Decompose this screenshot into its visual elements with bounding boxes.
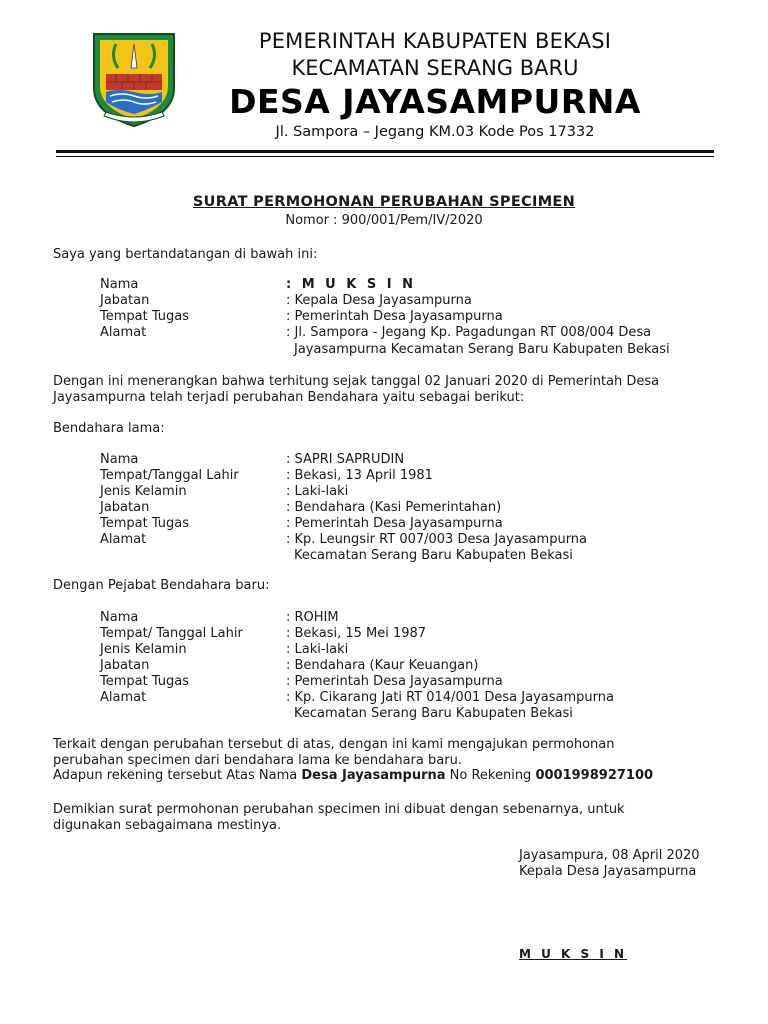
account-intro-text: Adapun rekening tersebut Atas Nama (53, 768, 302, 783)
old-gender-value: : Laki-laki (286, 484, 349, 499)
old-position-label: Jabatan (100, 500, 150, 515)
old-name-value: : SAPRI SAPRUDIN (286, 452, 405, 467)
government-name: PEMERINTAH KABUPATEN BEKASI (258, 29, 612, 53)
district-name: KECAMATAN SERANG BARU (291, 56, 579, 80)
signer-workplace-label: Tempat Tugas (100, 309, 190, 324)
new-birth-label: Tempat/ Tanggal Lahir (100, 626, 243, 641)
new-position-value: : Bendahara (Kaur Keuangan) (286, 658, 479, 673)
new-workplace-label: Tempat Tugas (100, 674, 190, 689)
closing-line-2: digunakan sebagaimana mestinya. (53, 818, 282, 833)
old-workplace-label: Tempat Tugas (100, 516, 190, 531)
signer-workplace-value: : Pemerintah Desa Jayasampurna (286, 309, 503, 324)
old-gender-label: Jenis Kelamin (100, 484, 187, 499)
old-address-label: Alamat (100, 532, 147, 547)
paragraph-1-line-1: Dengan ini menerangkan bahwa terhitung sejak tanggal 02 Januari 2020 di Pemerintah Desa (53, 374, 660, 389)
place-date: Jayasampura, 08 April 2020 (519, 848, 700, 863)
header-rule-thick (56, 150, 714, 153)
letter-number: Nomor : 900/001/Pem/IV/2020 (285, 213, 483, 228)
paragraph-2-line-3 (53, 768, 653, 784)
closing-line-1: Demikian surat permohonan perubahan specimen ini dibuat dengan sebenarnya, untuk (53, 802, 625, 817)
account-number: 0001998927100 (535, 768, 654, 783)
new-address-label: Alamat (100, 690, 147, 705)
signer-name-signature: M U K S I N (519, 947, 628, 961)
bekasi-emblem-logo (88, 30, 180, 128)
new-name-label: Nama (100, 610, 139, 625)
new-gender-value: : Laki-laki (286, 642, 349, 657)
header-rule-thin (56, 156, 714, 157)
new-name-value: : ROHIM (286, 610, 339, 625)
letterhead (190, 28, 680, 142)
old-address-value: : Kp. Leungsir RT 007/003 Desa Jayasampurna (286, 532, 588, 547)
old-treasurer-heading: Bendahara lama: (53, 421, 165, 436)
new-position-label: Jabatan (100, 658, 150, 673)
signer-name-value: : M U K S I N (286, 277, 416, 292)
signer-position-label: Jabatan (100, 293, 150, 308)
new-workplace-value: : Pemerintah Desa Jayasampurna (286, 674, 503, 689)
signer-address-value: : Jl. Sampora - Jegang Kp. Pagadungan RT 008/004 Desa (286, 325, 652, 340)
account-number-label: No Rekening (445, 768, 536, 783)
new-gender-label: Jenis Kelamin (100, 642, 187, 657)
signer-position-value: : Kepala Desa Jayasampurna (286, 293, 472, 308)
village-name: DESA JAYASAMPURNA (229, 82, 641, 121)
office-address: Jl. Sampora – Jegang KM.03 Kode Pos 17332 (275, 124, 595, 140)
paragraph-1-line-2: Jayasampurna telah terjadi perubahan Bendahara yaitu sebagai berikut: (53, 390, 525, 405)
signer-title: Kepala Desa Jayasampurna (519, 864, 697, 879)
new-address-value: : Kp. Cikarang Jati RT 014/001 Desa Jayasampurna (286, 690, 614, 705)
signer-address-value-cont: Jayasampurna Kecamatan Serang Baru Kabupaten Bekasi (294, 342, 670, 357)
old-address-value-cont: Kecamatan Serang Baru Kabupaten Bekasi (294, 548, 573, 563)
new-birth-value: : Bekasi, 15 Mei 1987 (286, 626, 427, 641)
intro-text: Saya yang bertandatangan di bawah ini: (53, 247, 318, 262)
old-birth-value: : Bekasi, 13 April 1981 (286, 468, 433, 483)
signer-name-label: Nama (100, 277, 139, 292)
letter-title: SURAT PERMOHONAN PERUBAHAN SPECIMEN (192, 194, 576, 210)
signer-address-label: Alamat (100, 325, 147, 340)
new-address-value-cont: Kecamatan Serang Baru Kabupaten Bekasi (294, 706, 573, 721)
old-birth-label: Tempat/Tanggal Lahir (100, 468, 239, 483)
new-treasurer-heading: Dengan Pejabat Bendahara baru: (53, 578, 270, 593)
paragraph-2-line-1: Terkait dengan perubahan tersebut di atas, dengan ini kami mengajukan permohonan (53, 737, 615, 752)
paragraph-2-line-2: perubahan specimen dari bendahara lama ke bendahara baru. (53, 753, 462, 768)
old-workplace-value: : Pemerintah Desa Jayasampurna (286, 516, 503, 531)
account-holder-name: Desa Jayasampurna (301, 768, 446, 783)
old-name-label: Nama (100, 452, 139, 467)
old-position-value: : Bendahara (Kasi Pemerintahan) (286, 500, 502, 515)
